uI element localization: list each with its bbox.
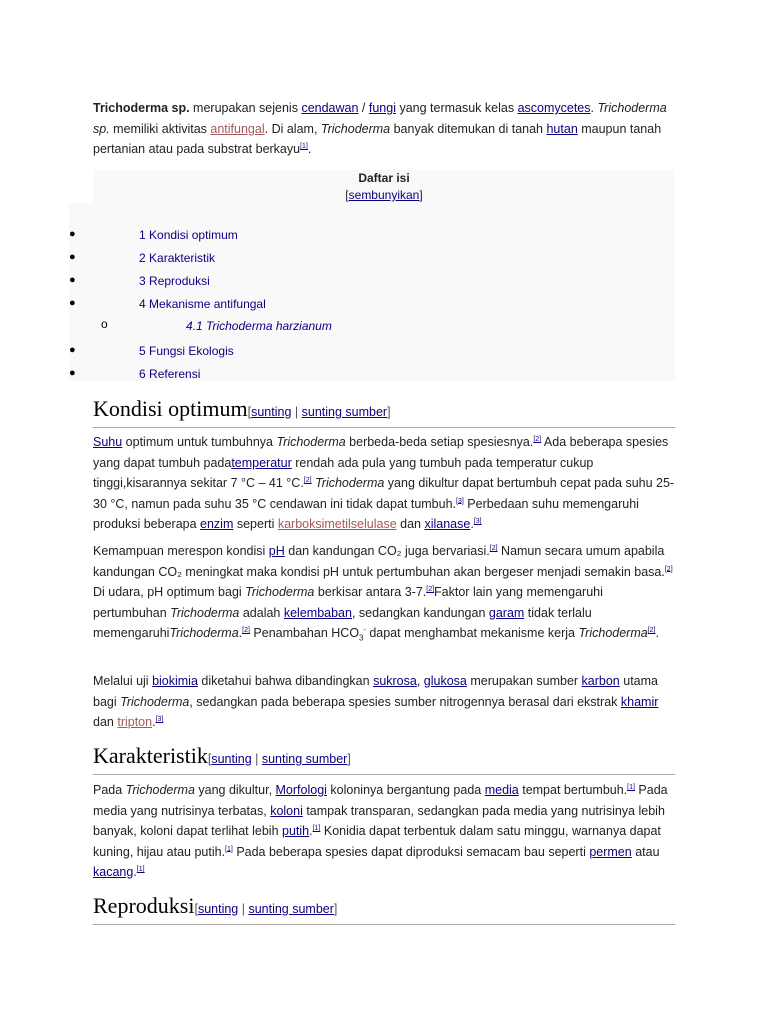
ref-link[interactable]: [1] [312,824,321,832]
edit-links: [sunting | sunting sumber] [207,752,351,766]
toc-item-num: 1 [139,228,146,242]
ref-link[interactable]: [1] [300,142,308,150]
link-khamir[interactable]: khamir [620,694,659,709]
bullet-icon: ● [69,367,76,379]
link-permen[interactable]: permen [589,844,632,859]
edit-link[interactable]: sunting [211,752,252,766]
section-title: Karakteristik [93,743,208,768]
edit-source-link[interactable]: sunting sumber [248,902,334,916]
toc-item-referensi[interactable] [69,366,201,382]
link-xilanase[interactable]: xilanase [424,517,471,531]
toc-item-num: 6 [139,367,146,381]
ref-link[interactable]: [1] [225,845,233,853]
ref-link[interactable]: [2] [426,585,435,593]
ref-link[interactable]: [1] [627,783,635,791]
toc-item-fungsi-ekologis[interactable] [69,343,234,359]
table-of-contents [69,170,675,381]
ref-link[interactable]: [2] [664,565,673,573]
intro-text: / [358,101,369,115]
toc-item-kondisi-optimum[interactable] [69,227,238,243]
link-ph[interactable]: pH [268,544,285,558]
link-hutan[interactable]: hutan [546,121,578,136]
intro-text: . [307,142,312,156]
toc-toggle [93,187,675,203]
ref-link[interactable]: [2] [242,626,250,634]
section-title: Reproduksi [93,893,195,918]
intro-italic: Trichoderma [320,121,391,136]
link-tripton[interactable]: tripton [117,715,153,729]
bracket: ] [419,188,423,202]
paragraph-kondisi-2: Kemampuan merespon kondisi pH dan kandungan CO₂ juga bervariasi.[2] Namun secara umum apabila kandungan CO₂ meningkat maka kondisi pH untuk pertumbuhan akan bergeser menjadi semakin basa.[2] Di udara, pH optimum bagi Trichoderma berkisar antara 3-7.[2]Faktor lain yang memengaruhi pertumbuhan Trichoderma adalah kelembaban, sedangkan kandungan garam tidak terlalu memengaruhiTrichoderma.[2] Penambahan $HCO_3^-$ dapat menghambat mekanisme kerja Trichoderma[2]. [93,544,673,643]
bullet-icon: ● [69,344,76,356]
link-putih[interactable]: putih [282,824,310,838]
ref-link[interactable]: [1] [136,865,145,873]
section-heading-kondisi-optimum [93,396,675,428]
toc-title: Daftar isi [358,171,410,185]
bracket: [ [345,188,349,202]
link-media[interactable]: media [484,783,519,797]
ref-link[interactable]: [3] [456,497,464,505]
intro-text: . Di alam, [264,121,321,136]
intro-text: merupakan sejenis [189,101,302,115]
paragraph-kondisi-1: Suhu optimum untuk tumbuhnya Trichoderma berbeda-beda setiap spesiesnya.[2] Ada beberapa spesies yang dapat tumbuh padatemperatur rendah ada pula yang tumbuh pada temperatur cukup tinggi,kisarannya sekitar 7 °C – 41 °C.[2] Trichoderma yang dikultur dapat bertumbuh cepat pada suhu 25-30 °C, namun pada suhu 35 °C cendawan ini tidak dapat tumbuh.[3] Perbedaan suhu memengaruhi produksi beberapa enzim seperti karboksimetilselulase dan xilanase.[3] [93,435,675,531]
section-heading-karakteristik [93,743,675,775]
toc-item-num: 5 [139,344,146,358]
link-garam[interactable]: garam [488,605,525,620]
edit-source-link[interactable]: sunting sumber [261,752,348,766]
ref-link[interactable]: [2] [489,544,498,552]
link-ascomycetes[interactable]: ascomycetes [517,101,591,115]
edit-links: [sunting | sunting sumber] [194,902,338,916]
edit-source-link[interactable]: sunting sumber [301,405,388,419]
intro-text: yang termasuk kelas [395,101,518,115]
toc-item-num: 4.1 [186,319,203,333]
edit-links: [sunting | sunting sumber] [247,405,391,419]
toc-item-label: Trichoderma harzianum [206,319,332,333]
toc-item-num: 4 [139,297,146,311]
intro-title-term: Trichoderma sp. [93,101,190,115]
toc-item-trichoderma-harzianum[interactable] [101,317,332,334]
link-morfologi[interactable]: Morfologi [275,783,327,797]
ref-link[interactable]: [3] [473,517,482,525]
toc-hide-link[interactable]: sembunyikan [348,188,420,202]
link-enzim[interactable]: enzim [200,517,234,531]
link-fungi[interactable]: fungi [368,101,396,115]
toc-item-label: Referensi [149,367,201,381]
paragraph-karakteristik-1: Pada Trichoderma yang dikultur, Morfologi koloninya bergantung pada media tempat bertumbuh.[1] Pada media yang nutrisinya terbatas, koloni tampak transparan, sedangkan pada media yang nutrisinya lebih banyak, koloni dapat terlihat lebih putih.[1] Konidia dapat terbentuk dalam satu minggu, warnanya dapat kuning, hijau atau putih.[1] Pada beberapa spesies dapat diproduksi semacam bau seperti permen atau kacang.[1] [93,783,668,879]
toc-item-num: 3 [139,274,146,288]
link-kelembaban[interactable]: kelembaban [283,605,352,620]
link-suhu[interactable]: Suhu [93,435,123,449]
edit-link[interactable]: sunting [197,902,239,916]
link-karboksimetilselulase[interactable]: karboksimetilselulase [277,517,397,531]
intro-text: memiliki aktivitas [109,121,211,136]
link-temperatur[interactable]: temperatur [231,455,292,470]
bullet-icon: ● [69,251,76,263]
intro-text: maupun tanah pertanian atau pada substrat berkayu [93,121,662,156]
intro-text: . [590,101,598,115]
toc-item-num: 2 [139,251,146,265]
intro-italic: Trichoderma sp. [93,101,667,136]
paragraph-kondisi-3: Melalui uji biokimia diketahui bahwa dibandingkan sukrosa, glukosa merupakan sumber karbon utama bagi Trichoderma, sedangkan pada beberapa spesies sumber nitrogennya berasal dari ekstrak khamir dan tripton.[3] [93,674,659,729]
circle-bullet-icon: o [101,317,108,331]
link-sukrosa[interactable]: sukrosa [373,674,417,688]
toc-item-label: Karakteristik [149,251,216,265]
intro-text: banyak ditemukan di tanah [390,121,547,136]
toc-item-karakteristik[interactable] [69,250,216,266]
toc-item-label: Mekanisme antifungal [149,297,266,311]
toc-item-label: Reproduksi [149,274,210,288]
bullet-icon: ● [69,228,76,240]
link-koloni[interactable]: koloni [270,803,303,818]
link-biokimia[interactable]: biokimia [152,674,198,688]
link-glukosa[interactable]: glukosa [423,674,467,688]
toc-item-label: Fungsi Ekologis [149,344,234,358]
ref-link[interactable]: [2] [647,626,656,634]
link-antifungal[interactable]: antifungal [210,121,265,136]
section-heading-reproduksi [93,893,675,925]
link-kacang[interactable]: kacang [93,865,134,879]
link-karbon[interactable]: karbon [581,674,620,688]
toc-item-reproduksi[interactable] [69,273,210,289]
toc-item-mekanisme-antifungal[interactable] [69,296,266,312]
ref-link[interactable]: [2] [533,435,542,443]
bullet-icon: ● [69,274,76,286]
toc-item-label: Kondisi optimum [149,228,238,242]
section-title: Kondisi optimum [93,396,248,421]
ref-link[interactable]: [3] [155,715,164,723]
ref-link[interactable]: [2] [303,476,312,484]
bullet-icon: ● [69,297,76,309]
edit-link[interactable]: sunting [251,405,292,419]
link-cendawan[interactable]: cendawan [301,101,359,115]
intro-paragraph [93,98,675,160]
